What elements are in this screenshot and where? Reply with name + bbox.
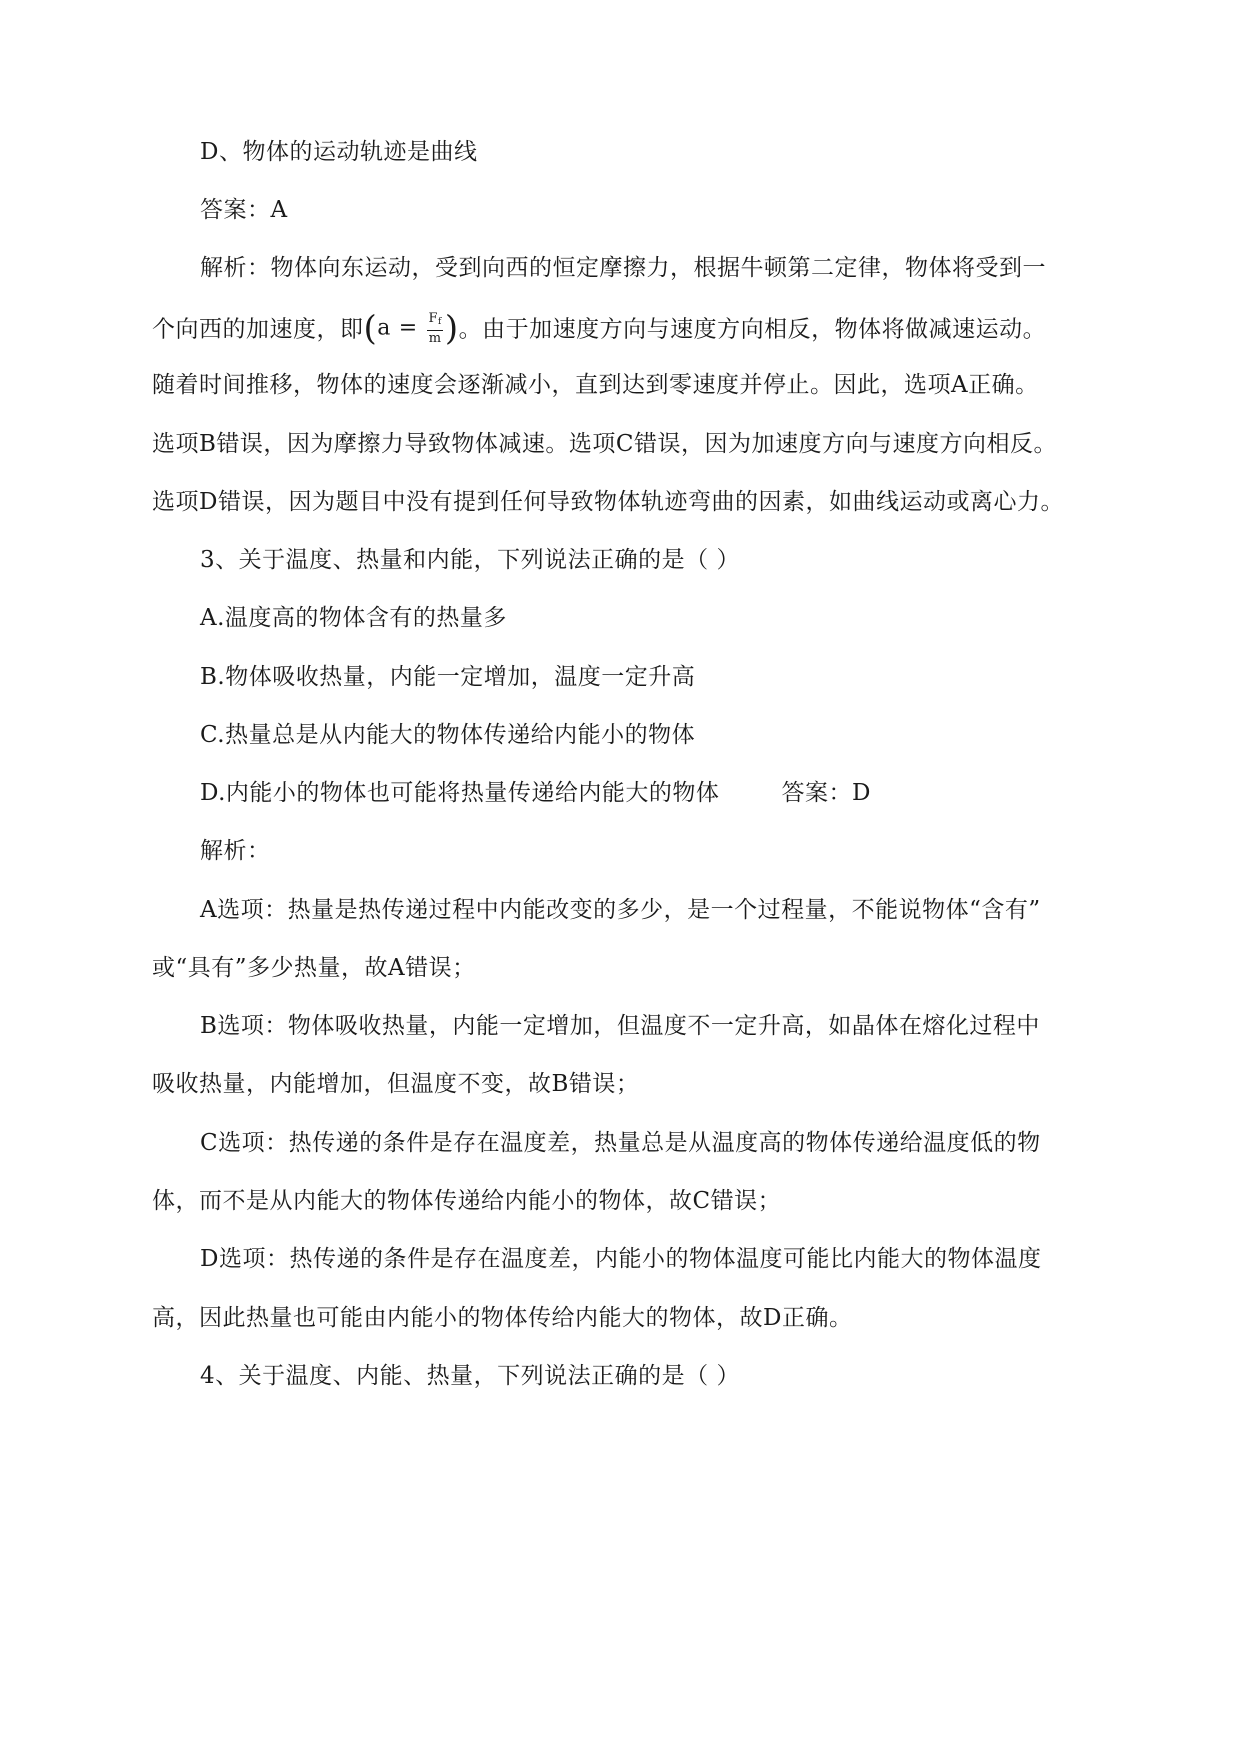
question-3-option-b: B.物体吸收热量，内能一定增加，温度一定升高 [200,664,696,690]
formula-lhs: a [377,315,391,341]
analysis-d-line-2: 高，因此热量也可能由内能小的物体传给内能大的物体，故D正确。 [152,1305,853,1331]
analysis-line-3: 随着时间推移，物体的速度会逐渐减小，直到达到零速度并停止。因此，选项A正确。 [152,372,1039,398]
formula-right-paren: ) [444,308,459,349]
analysis-line-2-start: 个向西的加速度，即 [152,316,364,343]
analysis-b-line-2: 吸收热量，内能增加，但温度不变，故B错误； [152,1071,640,1097]
formula-num-sub: f [437,317,442,327]
formula-eq: = [398,315,418,341]
formula-left-paren: ( [363,308,378,349]
analysis-a-line-2: 或“具有”多少热量，故A错误； [152,955,476,981]
analysis-c-line-1: C选项：热传递的条件是存在温度差，热量总是从温度高的物体传递给温度低的物 [200,1130,1041,1156]
formula-fraction [427,311,442,346]
question-3-option-a: A.温度高的物体含有的热量多 [200,605,507,631]
question-3-option-c: C.热量总是从内能大的物体传递给内能小的物体 [200,722,696,748]
analysis-line-2-end: 。由于加速度方向与速度方向相反，物体将做减速运动。 [458,316,1047,343]
question-4: 4、关于温度、内能、热量，下列说法正确的是（ ） [200,1363,740,1389]
question-3-analysis-title: 解析： [200,838,271,864]
question-3-option-d-line [200,778,1140,808]
formula-num: F [428,311,438,326]
acceleration-formula [363,308,459,349]
analysis-line-2 [152,308,1092,349]
analysis-line-5: 选项D错误，因为题目中没有提到任何导致物体轨迹弯曲的因素，如曲线运动或离心力。 [152,489,1064,515]
analysis-c-line-2: 体，而不是从内能大的物体传递给内能小的物体，故C错误； [152,1188,782,1214]
analysis-line-4: 选项B错误，因为摩擦力导致物体减速。选项C错误，因为加速度方向与速度方向相反。 [152,431,1057,457]
option-d-line: D、物体的运动轨迹是曲线 [200,139,478,165]
question-3: 3、关于温度、热量和内能，下列说法正确的是（ ） [200,547,740,573]
analysis-line-1: 解析：物体向东运动，受到向西的恒定摩擦力，根据牛顿第二定律，物体将受到一 [200,255,1046,281]
answer-line: 答案：A [200,197,288,223]
analysis-d-line-1: D选项：热传递的条件是存在温度差，内能小的物体温度可能比内能大的物体温度 [200,1246,1042,1272]
analysis-a-line-1: A选项：热量是热传递过程中内能改变的多少，是一个过程量，不能说物体“含有” [200,897,1041,923]
analysis-b-line-1: B选项：物体吸收热量，内能一定增加，但温度不一定升高，如晶体在熔化过程中 [200,1013,1040,1039]
question-3-option-d: D.内能小的物体也可能将热量传递给内能大的物体 [200,780,720,806]
question-3-answer: 答案：D [781,780,871,806]
formula-denominator: m [428,331,442,346]
formula-numerator [427,311,442,331]
